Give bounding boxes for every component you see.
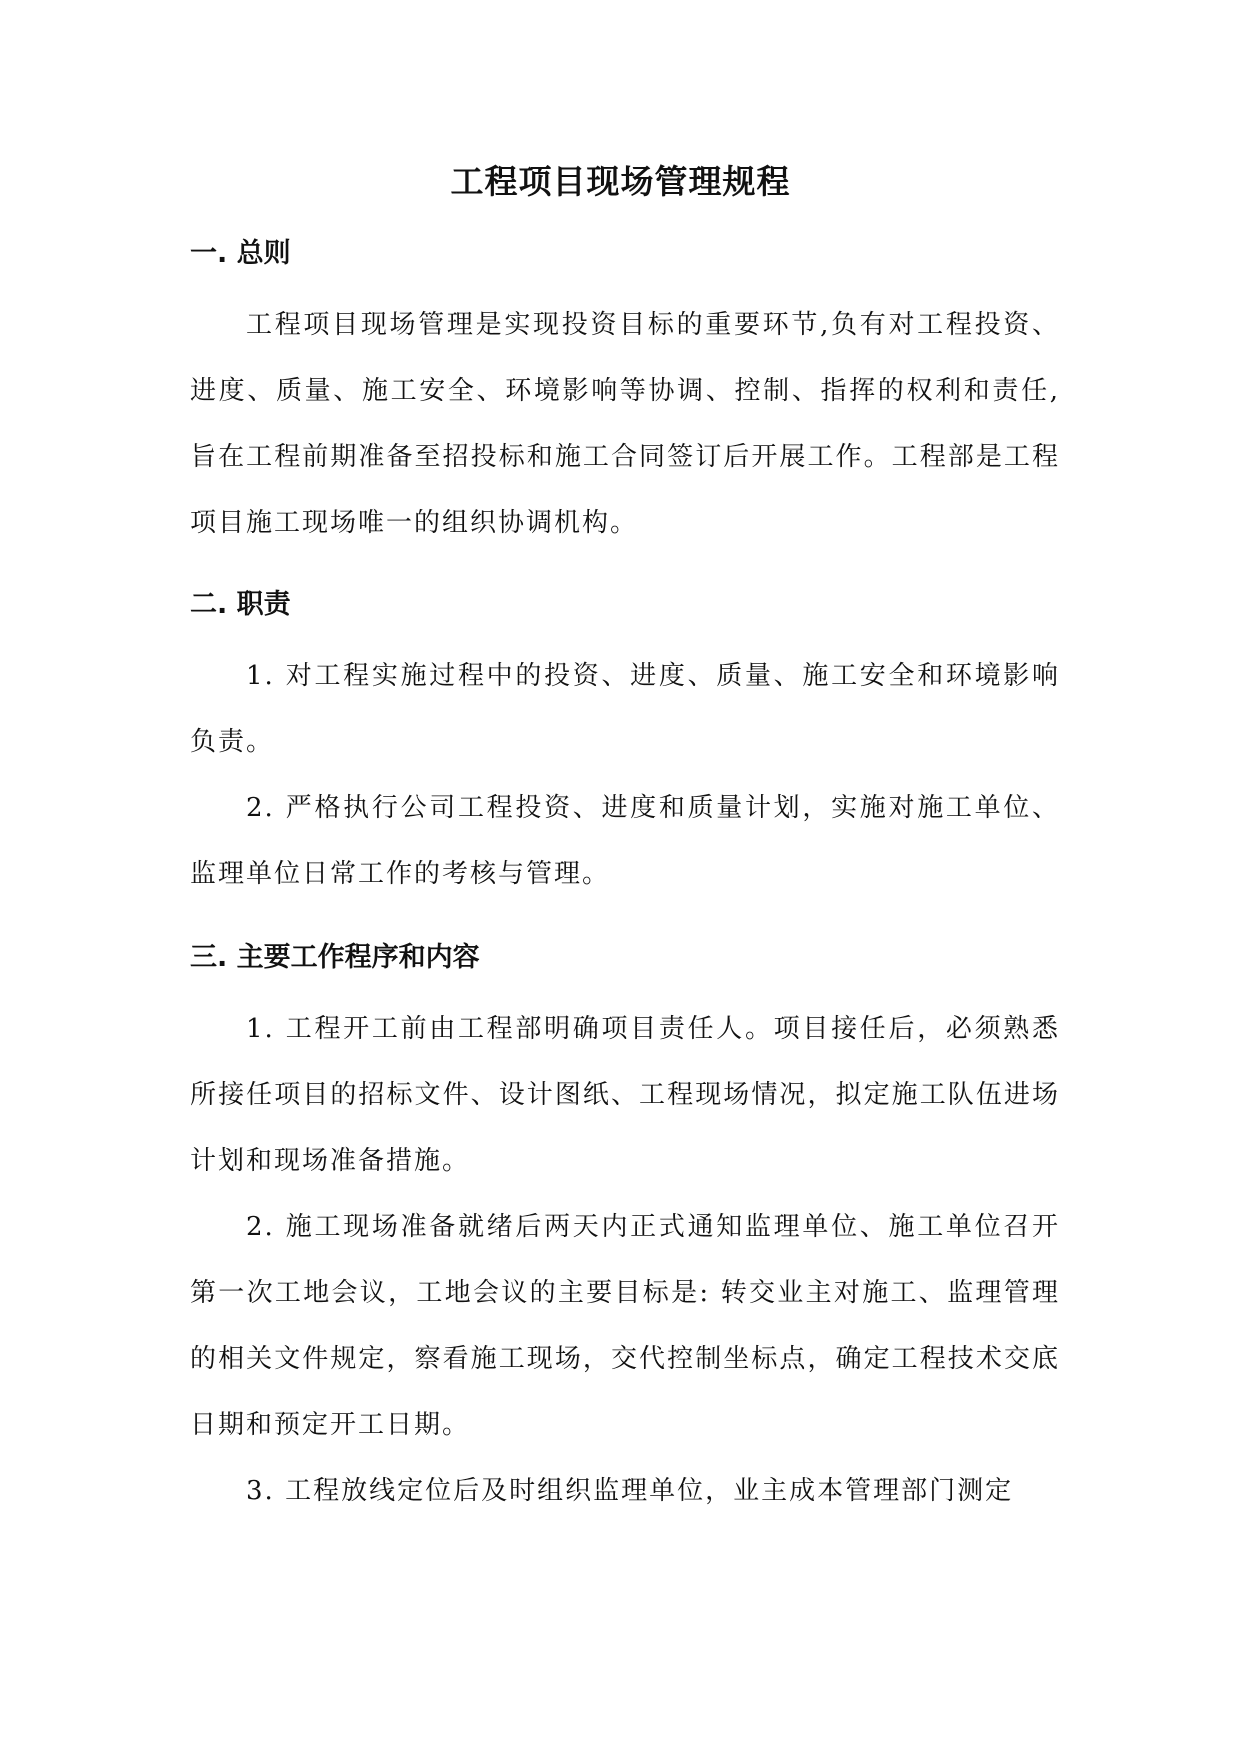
section-heading: 三. 主要工作程序和内容 (190, 942, 480, 973)
paragraph: 1. 工程开工前由工程部明确项目责任人。项目接任后，必须熟悉所接任项目的招标文件、设计图纸、工程现场情况，拟定施工队伍进场计划和现场准备措施。 (190, 1014, 1060, 1176)
section-heading: 二. 职责 (190, 589, 291, 620)
paragraph: 2. 施工现场准备就绪后两天内正式通知监理单位、施工单位召开第一次工地会议，工地会议的主要目标是: 转交业主对施工、监理管理的相关文件规定，察看施工现场，交代控制坐标点，确定工程技术交底日期和预定开工日期。 (190, 1212, 1060, 1440)
paragraph: 2. 严格执行公司工程投资、进度和质量计划，实施对施工单位、监理单位日常工作的考核与管理。 (190, 793, 1060, 889)
paragraph: 工程项目现场管理是实现投资目标的重要环节,负有对工程投资、进度、质量、施工安全、环境影响等协调、控制、指挥的权利和责任,旨在工程前期准备至招投标和施工合同签订后开展工作。工程部是工程项目施工现场唯一的组织协调机构。 (190, 310, 1060, 538)
section-duties (190, 585, 1060, 907)
paragraph: 1. 对工程实施过程中的投资、进度、质量、施工安全和环境影响负责。 (190, 661, 1060, 757)
section-procedures (190, 938, 1060, 1524)
section-general (190, 234, 1060, 556)
document-title: 工程项目现场管理规程 (450, 162, 791, 201)
paragraph: 3. 工程放线定位后及时组织监理单位，业主成本管理部门测定 (246, 1476, 1014, 1506)
section-heading: 一. 总则 (190, 238, 291, 269)
